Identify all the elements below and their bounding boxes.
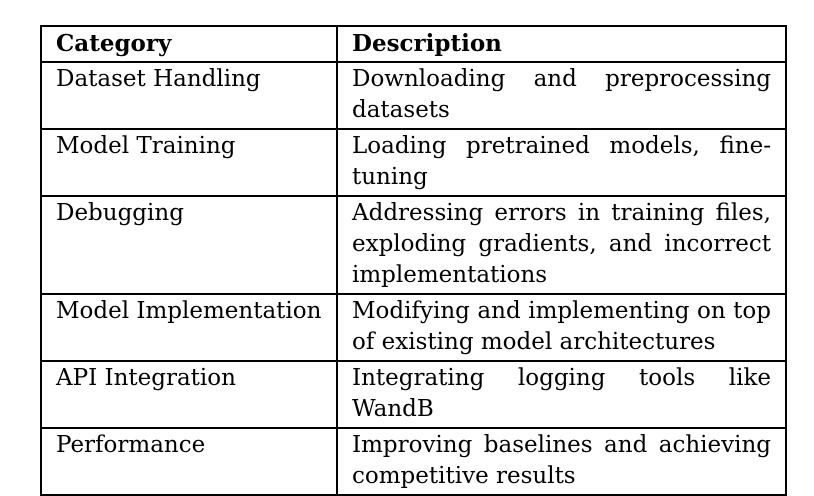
row-category: Model Implementation — [41, 294, 337, 361]
table-row — [41, 62, 786, 129]
row-category: API Integration — [41, 361, 337, 428]
row-description: Modifying and implementing on top of existing model architectures — [337, 294, 786, 361]
header-description: Description — [337, 26, 786, 62]
table-row — [41, 428, 786, 495]
row-description: Improving baselines and achieving competitive results — [337, 428, 786, 495]
row-category: Debugging — [41, 196, 337, 294]
row-description: Integrating logging tools like WandB — [337, 361, 786, 428]
table-row — [41, 294, 786, 361]
row-description: Loading pretrained models, fine-tuning — [337, 129, 786, 196]
row-description: Downloading and preprocessing datasets — [337, 62, 786, 129]
row-category: Model Training — [41, 129, 337, 196]
row-category: Performance — [41, 428, 337, 495]
header-category: Category — [41, 26, 337, 62]
header-row — [41, 26, 786, 62]
table-row — [41, 361, 786, 428]
row-description: Addressing errors in training files, exploding gradients, and incorrect implementations — [337, 196, 786, 294]
table-row — [41, 196, 786, 294]
table-row — [41, 129, 786, 196]
category-table — [40, 25, 787, 496]
row-category: Dataset Handling — [41, 62, 337, 129]
